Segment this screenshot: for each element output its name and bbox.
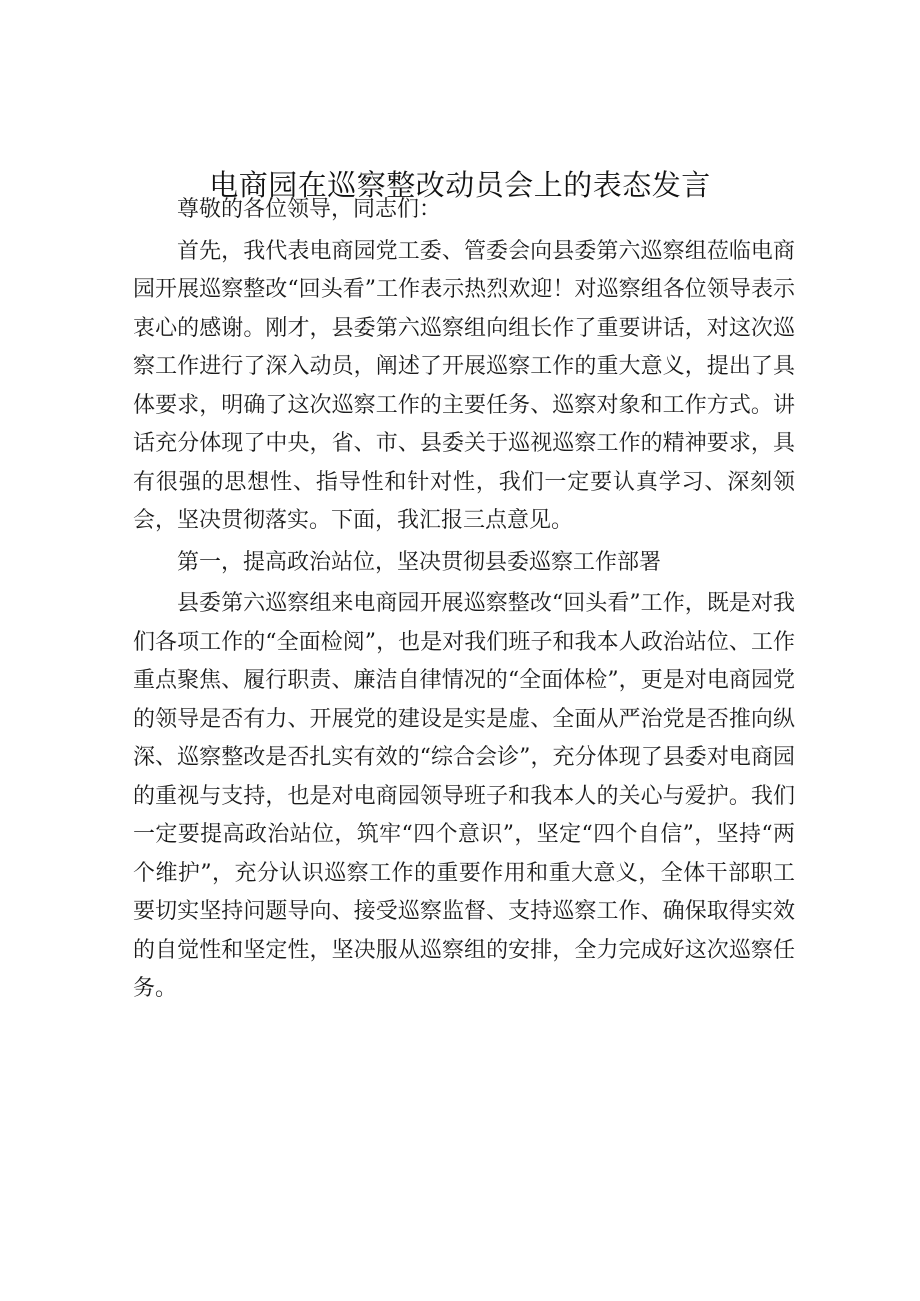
section-heading-first: 第一，提高政治站位，坚决贯彻县委巡察工作部署 xyxy=(177,549,662,575)
document-title: 电商园在巡察整改动员会上的表态发言 xyxy=(209,168,711,202)
salutation: 尊敬的各位领导，同志们： xyxy=(177,197,442,222)
paragraph-opening: 首先，我代表电商园党工委、管委会向县委第六巡察组莅临电商园开展巡察整改“回头看”工作表示热烈欢迎！对巡察组各位领导表示衷心的感谢。刚才，县委第六巡察组向组长作了重要讲话，对这次巡察工作进行了深入动员，阐述了开展巡察工作的重大意义，提出了具体要求，明确了这次巡察工作的主要任务、巡察对象和工作方式。讲话充分体现了中央，省、市、县委关于巡视巡察工作的精神要求，具有很强的思想性、指导性和针对性，我们一定要认真学习、深刻领会，坚决贯彻落实。下面，我汇报三点意见。 xyxy=(133,238,795,533)
document-body xyxy=(133,191,795,1009)
paragraph-first-section: 县委第六巡察组来电商园开展巡察整改“回头看”工作，既是对我们各项工作的“全面检阅”，也是对我们班子和我本人政治站位、工作重点聚焦、履行职责、廉洁自律情况的“全面体检”，更是对电商园党的领导是否有力、开展党的建设是实是虚、全面从严治党是否推向纵深、巡察整改是否扎实有效的“综合会诊”，充分体现了县委对电商园的重视与支持，也是对电商园领导班子和我本人的关心与爱护。我们一定要提高政治站位，筑牢“四个意识”，坚定“四个自信”，坚持“两个维护”，充分认识巡察工作的重要作用和重大意义，全体干部职工要切实坚持问题导向、接受巡察监督、支持巡察工作、确保取得实效的自觉性和坚定性，坚决服从巡察组的安排，全力完成好这次巡察任务。 xyxy=(133,591,795,1001)
